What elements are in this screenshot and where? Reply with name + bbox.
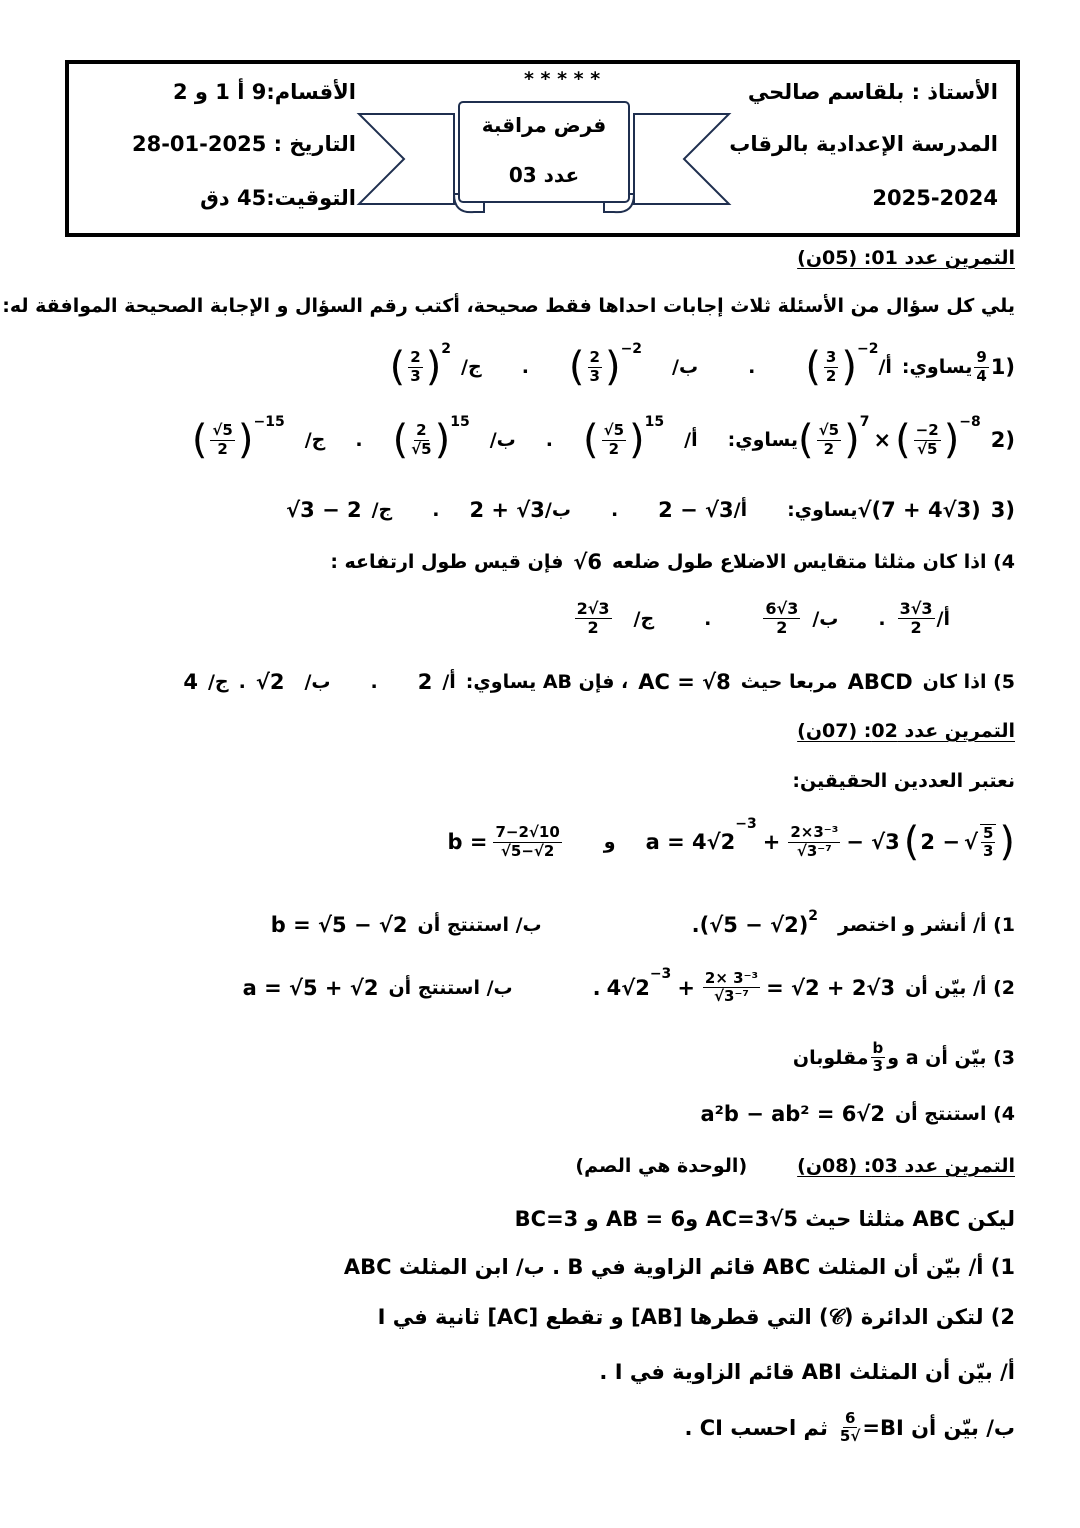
question-text: ب/ استنتج أن [417, 914, 542, 936]
question-text: 5) اذا كان [922, 671, 1015, 693]
expression: . 4√2 $^{-3}$ + $\frac{\text{2× 3⁻³}}{\text{√3⁻⁷}}$ = √2 + 2√3 [592, 966, 896, 1006]
separator: . [370, 671, 378, 693]
expression: √6 [573, 550, 603, 574]
option-a-label: أ/ [936, 607, 950, 630]
exercise-2-intro: نعتبر العددين الحقيقين: [792, 770, 1015, 792]
expression: b = √5 − √2 [270, 913, 408, 937]
label: يساوي: [727, 429, 799, 451]
ex3-question-1: 1) أ/ بيّن أن المثلث ABC قائم الزاوية في B . ب/ ابن المثلث ABC [343, 1255, 1015, 1279]
question-5 [183, 669, 1015, 695]
option-a-label: أ/ [684, 429, 698, 451]
expression: a²b − ab² = 6√2 [700, 1102, 885, 1126]
option-b-label: ب/ [489, 429, 516, 451]
separator: . [704, 607, 712, 630]
exercise-3-intro: ليكن ABC مثلثا حيث AC=3√5 وAB = 6 و BC=3 [514, 1207, 1015, 1231]
definition-a: a = 4√2 $^{-3}$ + $\frac{\text{2×3⁻³}}{\text{√3⁻⁷}}$ − √3 ( 2 − √ 5 3 ) [646, 820, 1015, 864]
separator: . [432, 499, 440, 521]
option-a-label: أ/ [442, 671, 456, 693]
question-text: فإن قيس طول ارتفاعه : [330, 551, 564, 573]
label: يساوي: [787, 499, 858, 521]
denominator: 4 [976, 366, 987, 385]
question-text: 4) اذا كان مثلثا متقايس الاضلاع طول ضلعه [612, 551, 1015, 573]
expression: ( √5 2 ) $^7$ × ( −2 √5 ) $^{-8}$ [798, 418, 981, 462]
option-a: 2 − √3 [658, 498, 734, 522]
separator: . [878, 607, 886, 630]
ex2-question-1 [270, 908, 1015, 938]
question-number: 3) [990, 498, 1015, 522]
question-number: 2) [990, 428, 1015, 452]
question-text: ب/ استنتج أن [388, 976, 513, 999]
exam-date: التاريخ : 2025-01-28 [131, 132, 356, 156]
expression: . (√5 − √2) $^2$ [691, 908, 819, 937]
school-year: 2025-2024 [872, 186, 998, 210]
teacher-name: الأستاذ : بلقاسم صالحي [747, 80, 998, 104]
question-text: 1) أ/ أنشر و اختصر [838, 914, 1015, 936]
definition-b: b = $\frac{7-2√10}{√5-√2}$ [447, 823, 560, 860]
expression: AC = √8 [638, 670, 731, 694]
exam-header [65, 60, 1020, 237]
option-a: 2 [417, 670, 433, 694]
question-4 [330, 549, 1015, 575]
option-a-label: أ/ [878, 356, 892, 378]
fraction [974, 349, 988, 385]
option-c: 4 [183, 670, 198, 694]
option-b: 2 + √3 [469, 498, 545, 522]
ex3-question-2: 2) لتكن الدائرة (𝒞) التي قطرها [AB] و تقطع [AC] ثانية في I [377, 1305, 1015, 1329]
option-c-label: ج/ [371, 499, 393, 521]
question-text: 4) استنتج أن [894, 1103, 1015, 1125]
separator: . [355, 429, 363, 451]
expression: a = √5 + √2 [242, 975, 379, 1000]
exercise-1-instruction: يلي كل سؤال من الأسئلة ثلاث إجابات احداها فقط صحيحة، أكتب رقم السؤال و الإجابة الصحيحة الموافقة له: [2, 295, 1015, 317]
fraction: b 3 [872, 1039, 884, 1076]
question-text: مربعا حيث [740, 671, 838, 693]
option-c: ( √5 2 ) $^{-15}$ [192, 418, 285, 462]
option-a-label: أ/ [733, 499, 748, 521]
separator: . [545, 429, 553, 451]
question-4-options [573, 600, 950, 638]
option-b-label: ب/ [304, 671, 331, 693]
question-text: ، فإن AB يساوي: [465, 671, 629, 693]
option-b-label: ب/ [544, 499, 571, 521]
ex3-question-2b [684, 1410, 1015, 1446]
option-b: √2 [255, 670, 285, 694]
conjunction: و [603, 831, 616, 853]
question-2 [192, 414, 1015, 462]
separator: . [521, 356, 529, 378]
exercise-1-title: التمرين عدد 01: (05ن) [797, 247, 1015, 269]
option-b: ( 2 √5 ) $^{15}$ [393, 418, 470, 462]
question-1 [390, 341, 1015, 389]
school-name: المدرسة الإعدادية بالرقاب [729, 132, 998, 156]
question-text: 2) أ/ بيّن أن [905, 976, 1015, 999]
option-c-label: ج/ [633, 607, 655, 630]
option-c-label: ج/ [461, 356, 482, 378]
stars: * * * * * [524, 68, 601, 90]
ex2-question-4 [700, 1101, 1015, 1127]
separator: . [748, 356, 756, 378]
banner-number: عدد 03 [508, 163, 580, 187]
question-text: ب/ بيّن أن BI= [862, 1415, 1015, 1440]
banner-title: فرض مراقبة [481, 113, 607, 137]
separator: . [610, 499, 619, 521]
separator: . [238, 671, 246, 693]
classes: الأقسام:9 أ 1 و 2 [172, 80, 356, 104]
question-3 [286, 497, 1015, 523]
ex2-question-2 [242, 966, 1015, 1006]
question-text: ثم احسب CI . [684, 1415, 828, 1440]
question-text: 3) بيّن أن a و [887, 1046, 1015, 1069]
exercise-3-header [575, 1153, 1015, 1179]
label: يساوي: [901, 356, 973, 378]
option-a: ( 3 2 ) $^{-2}$ [805, 345, 878, 389]
question-number: 1) [990, 355, 1015, 379]
option-c-label: ج/ [207, 671, 229, 693]
definitions-a-b [328, 816, 1015, 864]
expression: ABCD [847, 670, 913, 694]
expression: √(7 + 4√3) [857, 498, 981, 522]
exam-duration: التوقيت:45 دق [200, 186, 356, 210]
question-text: مقلوبان [792, 1046, 869, 1069]
option-c: 3√2 2 [576, 599, 610, 638]
option-c: ( 2 3 ) $^2$ [390, 345, 451, 389]
exercise-2-title: التمرين عدد 02: (07ن) [797, 720, 1015, 742]
option-b: 3√6 2 [765, 599, 799, 638]
option-a: ( √5 2 ) $^{15}$ [583, 418, 664, 462]
option-b: ( 2 3 ) $^{-2}$ [569, 345, 642, 389]
option-c: √3 − 2 [286, 498, 362, 522]
option-a: 3√3 2 [899, 599, 933, 638]
unit-note: (الوحدة هي الصم) [575, 1155, 748, 1177]
ex3-question-2a: أ/ بيّن أن المثلث ABI قائم الزاوية في I . [599, 1360, 1015, 1384]
option-b-label: ب/ [812, 607, 839, 630]
option-b-label: ب/ [672, 356, 699, 378]
option-c-label: ج/ [304, 429, 326, 451]
exercise-3-title: التمرين عدد 03: (08ن) [797, 1155, 1015, 1177]
ex2-question-3 [793, 1040, 1015, 1076]
numerator: 9 [976, 348, 987, 367]
fraction: $\frac{6}{√5}$ [839, 1409, 861, 1446]
